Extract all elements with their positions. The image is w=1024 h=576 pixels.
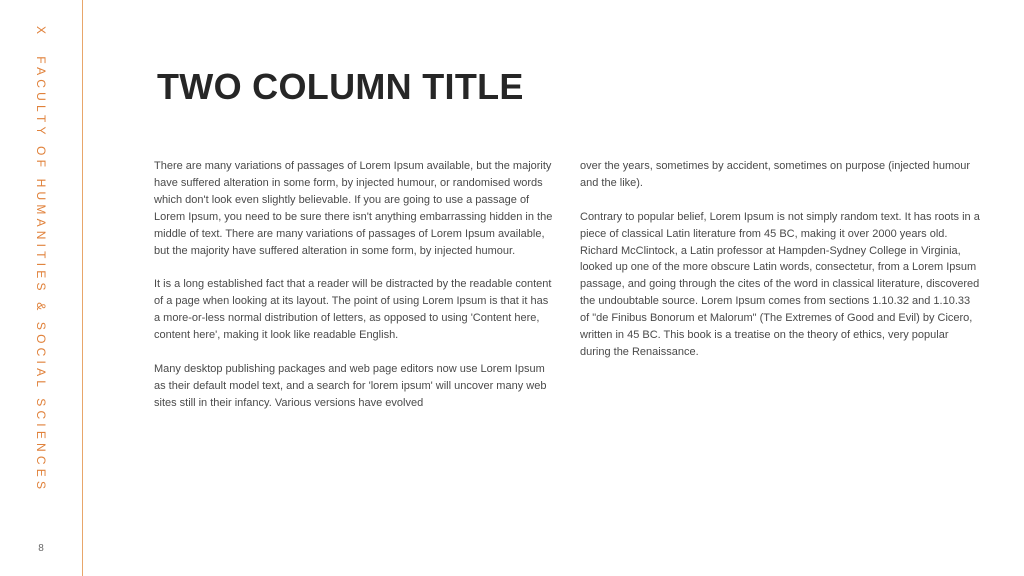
faculty-vertical-label [35,26,47,493]
close-mark: X [34,26,48,39]
right-paragraph-1: over the years, sometimes by accident, sometimes on purpose (injected humour and the like). [580,160,971,189]
left-paragraph-1: There are many variations of passages of Lorem Ipsum available, but the majority have suffered alteration in some form, by injected humour, or randomised words which don't look even slightly believable. If you are going to use a passage of Lorem Ipsum, you need to be sure there isn't anything embarrassing hidden in the middle of text. There are many variations of passages of Lorem Ipsum available, but the majority have suffered alteration in some form, by injected humour. [154,160,553,257]
right-paragraph-2: Contrary to popular belief, Lorem Ipsum is not simply random text. It has roots in a piece of classical Latin literature from 45 BC, making it over 2000 years old. Richard McClintock, a Latin professor at Hampden-Sydney College in Virginia, looked up one of the more obscure Latin words, consectetur, from a Lorem Ipsum passage, and going through the cites of the word in classical literature, discovered the undoubtable source. Lorem Ipsum comes from sections 1.10.32 and 1.10.33 of "de Finibus Bonorum et Malorum" (The Extremes of Good and Evil) by Cicero, written in 45 BC. This book is a treatise on the theory of ethics, very popular during the Renaissance. [580,210,980,358]
left-column [154,158,554,428]
sidebar [0,0,82,576]
left-paragraph-2: It is a long established fact that a reader will be distracted by the readable content of a page when looking at its layout. The point of using Lorem Ipsum is that it has a more-or-less normal distribution of letters, as opposed to using 'Content here, content here', making it look like readable English. [154,278,552,342]
page-number: 8 [38,543,44,554]
faculty-label: FACULTY OF HUMANITIES & SOCIAL SCIENCES [34,56,48,494]
right-column [580,158,980,378]
left-paragraph-3: Many desktop publishing packages and web page editors now use Lorem Ipsum as their default model text, and a search for 'lorem ipsum' will uncover many web sites still in their infancy. Various versions have evolved [154,362,547,409]
sidebar-divider [82,0,83,576]
slide-title: TWO COLUMN TITLE [157,66,524,107]
